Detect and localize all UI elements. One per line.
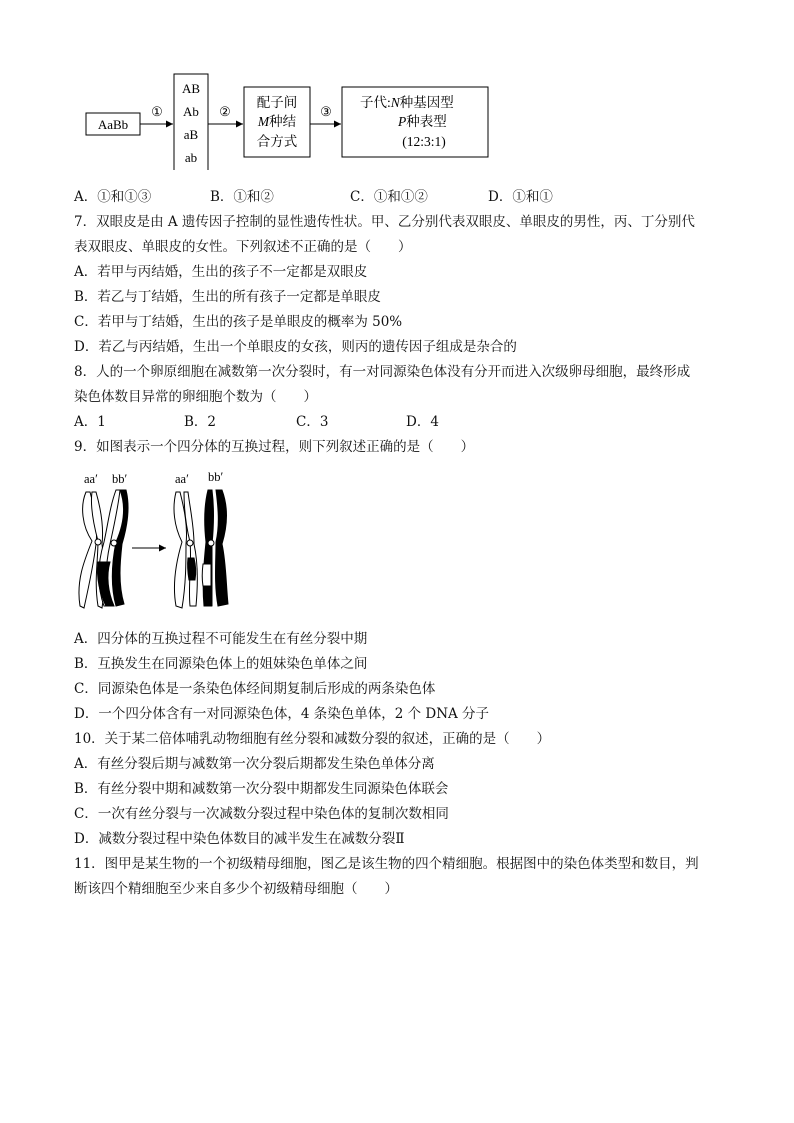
offspring-line-2: P种表型 (398, 114, 447, 129)
q9-stem: 9．如图表示一个四分体的互换过程，则下列叙述正确的是（ ） (74, 439, 475, 455)
right-black-chromosome (202, 490, 228, 606)
q8-stem-line-1: 8．人的一个卵原细胞在减数第一次分裂时，有一对同源染色体没有分开而进入次级卵母细胞，最终形成 (74, 364, 691, 380)
fig-label-right-a: aa′ (175, 472, 189, 486)
q8-option-a[interactable]: A．1 (74, 414, 106, 430)
step-2-label: ② (219, 104, 231, 119)
q10-stem: 10．关于某二倍体哺乳动物细胞有丝分裂和减数分裂的叙述，正确的是（ ） (74, 731, 551, 747)
q11-stem-line-2: 断该四个精细胞至少来自多少个初级精母细胞（ ） (74, 881, 398, 897)
fig-label-right-b: bb′ (208, 470, 224, 484)
q11-stem-line-1: 11．图甲是某生物的一个初级精母细胞，图乙是该生物的四个精细胞。根据图中的染色体类型和数目，判 (74, 856, 699, 872)
q8-options (74, 412, 439, 432)
q10-option-a[interactable]: A．有丝分裂后期与减数第一次分裂后期都发生染色单体分离 (74, 756, 435, 772)
q8-option-c[interactable]: C．3 (296, 414, 329, 430)
step-1-label: ① (151, 104, 163, 119)
q9-option-a[interactable]: A．四分体的互换过程不可能发生在有丝分裂中期 (74, 631, 368, 647)
q6-options (74, 187, 553, 207)
gamete-4: ab (184, 150, 198, 165)
fig-label-left-a: aa′ (84, 472, 98, 486)
q7-stem-line-1: 7．双眼皮是由 A 遗传因子控制的显性遗传性状。甲、乙分别代表双眼皮、单眼皮的男性，丙、丁分别代 (74, 214, 695, 230)
combination-line-1: 配子间 (256, 95, 298, 110)
step-3-label: ③ (320, 104, 332, 119)
gamete-1: AB (181, 81, 201, 96)
q7-option-a[interactable]: A．若甲与丙结婚，生出的孩子不一定都是双眼皮 (74, 264, 368, 280)
tetrad-crossover-figure (0, 466, 794, 626)
q6-option-a[interactable]: A．①和①③ (74, 189, 152, 205)
q6-option-b[interactable]: B．①和② (210, 189, 274, 205)
combination-line-2: M种结 (257, 114, 297, 129)
q7-option-b[interactable]: B．若乙与丁结婚，生出的所有孩子一定都是单眼皮 (74, 289, 381, 305)
q10-option-d[interactable]: D．减数分裂过程中染色体数目的减半发生在减数分裂Ⅱ (74, 831, 405, 847)
gamete-3: aB (183, 127, 199, 142)
q6-option-d[interactable]: D．①和① (488, 189, 553, 205)
q7-stem-line-2: 表双眼皮、单眼皮的女性。下列叙述不正确的是（ ） (74, 239, 412, 255)
gamete-2: Ab (183, 104, 199, 119)
q8-option-d[interactable]: D．4 (406, 414, 439, 430)
q7-option-c[interactable]: C．若甲与丁结婚，生出的孩子是单眼皮的概率为 50% (74, 314, 403, 330)
left-black-chromosome (97, 490, 128, 606)
q7-option-d[interactable]: D．若乙与丙结婚，生出一个单眼皮的女孩，则丙的遗传因子组成是杂合的 (74, 339, 517, 355)
q6-option-c[interactable]: C．①和①② (350, 189, 428, 205)
q8-stem-line-2: 染色体数目异常的卵细胞个数为（ ） (74, 389, 317, 405)
right-white-chromosome (174, 492, 197, 608)
genetics-flow-diagram (0, 0, 794, 170)
fig-label-left-b: bb′ (112, 472, 128, 486)
offspring-line-1: 子代:N种基因型 (360, 95, 454, 110)
offspring-ratio: (12:3:1) (402, 134, 446, 149)
q9-option-b[interactable]: B．互换发生在同源染色体上的姐妹染色单体之间 (74, 656, 368, 672)
combination-line-3: 合方式 (256, 134, 298, 149)
q8-option-b[interactable]: B．2 (184, 414, 217, 430)
q9-option-d[interactable]: D．一个四分体含有一对同源染色体，4 条染色单体，2 个 DNA 分子 (74, 706, 490, 722)
parent-genotype: AaBb (97, 117, 129, 132)
q10-option-c[interactable]: C．一次有丝分裂与一次减数分裂过程中染色体的复制次数相同 (74, 806, 449, 822)
q9-option-c[interactable]: C．同源染色体是一条染色体经间期复制后形成的两条染色体 (74, 681, 436, 697)
q10-option-b[interactable]: B．有丝分裂中期和减数第一次分裂中期都发生同源染色体联会 (74, 781, 449, 797)
